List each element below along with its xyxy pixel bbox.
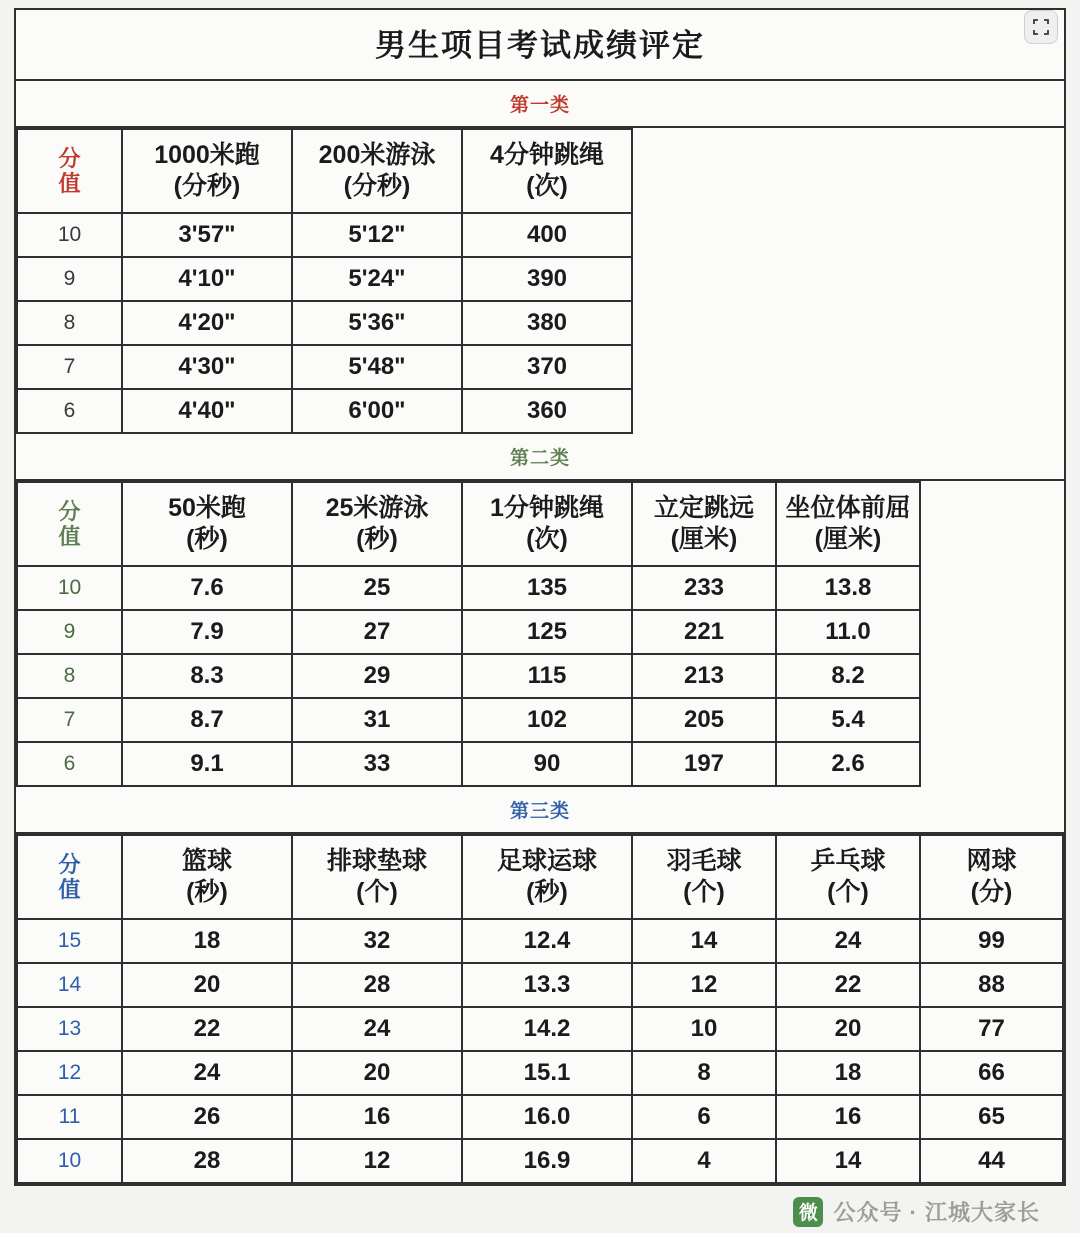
data-cell: 18 <box>776 1051 920 1095</box>
section-1 <box>16 81 1064 434</box>
data-cell: 16.0 <box>462 1095 632 1139</box>
score-header-cell <box>17 482 122 566</box>
column-header: 50米跑 (秒) <box>122 482 292 566</box>
data-cell: 115 <box>462 654 632 698</box>
data-cell: 8.2 <box>776 654 920 698</box>
data-cell: 16 <box>292 1095 462 1139</box>
table-row <box>17 919 1063 963</box>
data-cell: 10 <box>632 1007 776 1051</box>
section-1-label: 第一类 <box>16 81 1064 128</box>
data-cell: 4'40" <box>122 389 292 433</box>
data-cell: 8.7 <box>122 698 292 742</box>
data-cell: 22 <box>122 1007 292 1051</box>
column-header: 坐位体前屈 (厘米) <box>776 482 920 566</box>
empty-cell <box>920 698 1064 742</box>
score-value: 10 <box>17 1139 122 1183</box>
watermark <box>793 1196 1040 1227</box>
data-cell: 29 <box>292 654 462 698</box>
empty-cell <box>920 566 1064 610</box>
score-header-line2: 值 <box>58 171 81 196</box>
section-1-table <box>16 128 1064 434</box>
data-cell: 44 <box>920 1139 1063 1183</box>
data-cell: 12 <box>292 1139 462 1183</box>
data-cell: 7.6 <box>122 566 292 610</box>
wechat-badge-icon: 微 <box>793 1197 823 1227</box>
column-header: 排球垫球 (个) <box>292 835 462 919</box>
data-cell: 14.2 <box>462 1007 632 1051</box>
table-row <box>17 213 1064 257</box>
score-header-line1: 分 <box>58 498 81 524</box>
data-cell: 8 <box>632 1051 776 1095</box>
column-header: 4分钟跳绳 (次) <box>462 129 632 213</box>
data-cell: 26 <box>122 1095 292 1139</box>
table-header-row <box>17 129 1064 213</box>
data-cell: 7.9 <box>122 610 292 654</box>
column-header: 羽毛球 (个) <box>632 835 776 919</box>
data-cell: 360 <box>462 389 632 433</box>
data-cell: 370 <box>462 345 632 389</box>
page-title: 男生项目考试成绩评定 <box>375 28 705 63</box>
empty-cell <box>920 654 1064 698</box>
data-cell: 32 <box>292 919 462 963</box>
score-value: 11 <box>17 1095 122 1139</box>
column-header: 1000米跑 (分秒) <box>122 129 292 213</box>
score-value: 7 <box>17 698 122 742</box>
data-cell: 135 <box>462 566 632 610</box>
column-header: 25米游泳 (秒) <box>292 482 462 566</box>
data-cell: 66 <box>920 1051 1063 1095</box>
data-cell: 6'00" <box>292 389 462 433</box>
score-value: 14 <box>17 963 122 1007</box>
score-header-cell <box>17 129 122 213</box>
data-cell: 2.6 <box>776 742 920 786</box>
score-value: 8 <box>17 301 122 345</box>
empty-cell <box>632 301 1064 345</box>
data-cell: 20 <box>292 1051 462 1095</box>
data-cell: 4'30" <box>122 345 292 389</box>
title-row <box>16 10 1064 81</box>
data-cell: 5'24" <box>292 257 462 301</box>
data-cell: 5'48" <box>292 345 462 389</box>
column-header: 网球 (分) <box>920 835 1063 919</box>
column-header: 乒乓球 (个) <box>776 835 920 919</box>
data-cell: 16.9 <box>462 1139 632 1183</box>
data-cell: 205 <box>632 698 776 742</box>
data-cell: 5.4 <box>776 698 920 742</box>
empty-cell <box>632 213 1064 257</box>
table-row <box>17 1095 1063 1139</box>
data-cell: 233 <box>632 566 776 610</box>
data-cell: 22 <box>776 963 920 1007</box>
data-cell: 13.3 <box>462 963 632 1007</box>
table-header-row <box>17 482 1064 566</box>
score-header-line1: 分 <box>58 145 81 171</box>
column-header: 200米游泳 (分秒) <box>292 129 462 213</box>
data-cell: 16 <box>776 1095 920 1139</box>
score-value: 8 <box>17 654 122 698</box>
table-row <box>17 698 1064 742</box>
data-cell: 28 <box>292 963 462 1007</box>
data-cell: 4 <box>632 1139 776 1183</box>
data-cell: 24 <box>776 919 920 963</box>
column-header: 足球运球 (秒) <box>462 835 632 919</box>
table-row <box>17 257 1064 301</box>
data-cell: 12 <box>632 963 776 1007</box>
data-cell: 390 <box>462 257 632 301</box>
table-row <box>17 301 1064 345</box>
data-cell: 11.0 <box>776 610 920 654</box>
table-row <box>17 742 1064 786</box>
data-cell: 28 <box>122 1139 292 1183</box>
data-cell: 24 <box>122 1051 292 1095</box>
score-value: 7 <box>17 345 122 389</box>
data-cell: 6 <box>632 1095 776 1139</box>
table-row <box>17 610 1064 654</box>
data-cell: 5'12" <box>292 213 462 257</box>
empty-cell <box>632 389 1064 433</box>
data-cell: 14 <box>632 919 776 963</box>
data-cell: 197 <box>632 742 776 786</box>
data-cell: 125 <box>462 610 632 654</box>
table-row <box>17 566 1064 610</box>
score-value: 10 <box>17 213 122 257</box>
score-header-line2: 值 <box>58 524 81 549</box>
data-cell: 4'10" <box>122 257 292 301</box>
table-row <box>17 1007 1063 1051</box>
data-cell: 12.4 <box>462 919 632 963</box>
data-cell: 18 <box>122 919 292 963</box>
score-header-line2: 值 <box>58 877 81 902</box>
data-cell: 400 <box>462 213 632 257</box>
table-header-row <box>17 835 1063 919</box>
column-header: 1分钟跳绳 (次) <box>462 482 632 566</box>
table-row <box>17 654 1064 698</box>
column-header: 立定跳远 (厘米) <box>632 482 776 566</box>
column-header: 篮球 (秒) <box>122 835 292 919</box>
data-cell: 33 <box>292 742 462 786</box>
data-cell: 65 <box>920 1095 1063 1139</box>
section-3-table <box>16 834 1064 1184</box>
data-cell: 102 <box>462 698 632 742</box>
data-cell: 380 <box>462 301 632 345</box>
table-row <box>17 1139 1063 1183</box>
section-3 <box>16 787 1064 1184</box>
table-row <box>17 345 1064 389</box>
data-cell: 15.1 <box>462 1051 632 1095</box>
empty-cell <box>920 742 1064 786</box>
score-value: 6 <box>17 389 122 433</box>
data-cell: 3'57" <box>122 213 292 257</box>
table-row <box>17 1051 1063 1095</box>
data-cell: 14 <box>776 1139 920 1183</box>
data-cell: 99 <box>920 919 1063 963</box>
data-cell: 8.3 <box>122 654 292 698</box>
data-cell: 5'36" <box>292 301 462 345</box>
data-cell: 9.1 <box>122 742 292 786</box>
empty-cell <box>920 610 1064 654</box>
data-cell: 221 <box>632 610 776 654</box>
score-value: 10 <box>17 566 122 610</box>
score-header-cell <box>17 835 122 919</box>
table-row <box>17 963 1063 1007</box>
data-cell: 31 <box>292 698 462 742</box>
score-table-document <box>14 8 1066 1186</box>
expand-icon[interactable] <box>1024 10 1058 44</box>
score-value: 9 <box>17 257 122 301</box>
data-cell: 20 <box>776 1007 920 1051</box>
table-row <box>17 389 1064 433</box>
data-cell: 88 <box>920 963 1063 1007</box>
score-value: 15 <box>17 919 122 963</box>
section-2-label: 第二类 <box>16 434 1064 481</box>
empty-cell <box>632 345 1064 389</box>
section-2 <box>16 434 1064 787</box>
data-cell: 4'20" <box>122 301 292 345</box>
data-cell: 20 <box>122 963 292 1007</box>
score-value: 9 <box>17 610 122 654</box>
section-2-table <box>16 481 1064 787</box>
data-cell: 24 <box>292 1007 462 1051</box>
empty-cell <box>632 257 1064 301</box>
score-value: 13 <box>17 1007 122 1051</box>
data-cell: 77 <box>920 1007 1063 1051</box>
empty-cell <box>920 482 1064 566</box>
watermark-text: 公众号 · 江城大家长 <box>833 1200 1040 1225</box>
score-value: 6 <box>17 742 122 786</box>
data-cell: 13.8 <box>776 566 920 610</box>
data-cell: 213 <box>632 654 776 698</box>
section-3-label: 第三类 <box>16 787 1064 834</box>
empty-cell <box>632 129 1064 213</box>
data-cell: 25 <box>292 566 462 610</box>
score-value: 12 <box>17 1051 122 1095</box>
data-cell: 90 <box>462 742 632 786</box>
data-cell: 27 <box>292 610 462 654</box>
score-header-line1: 分 <box>58 851 81 877</box>
